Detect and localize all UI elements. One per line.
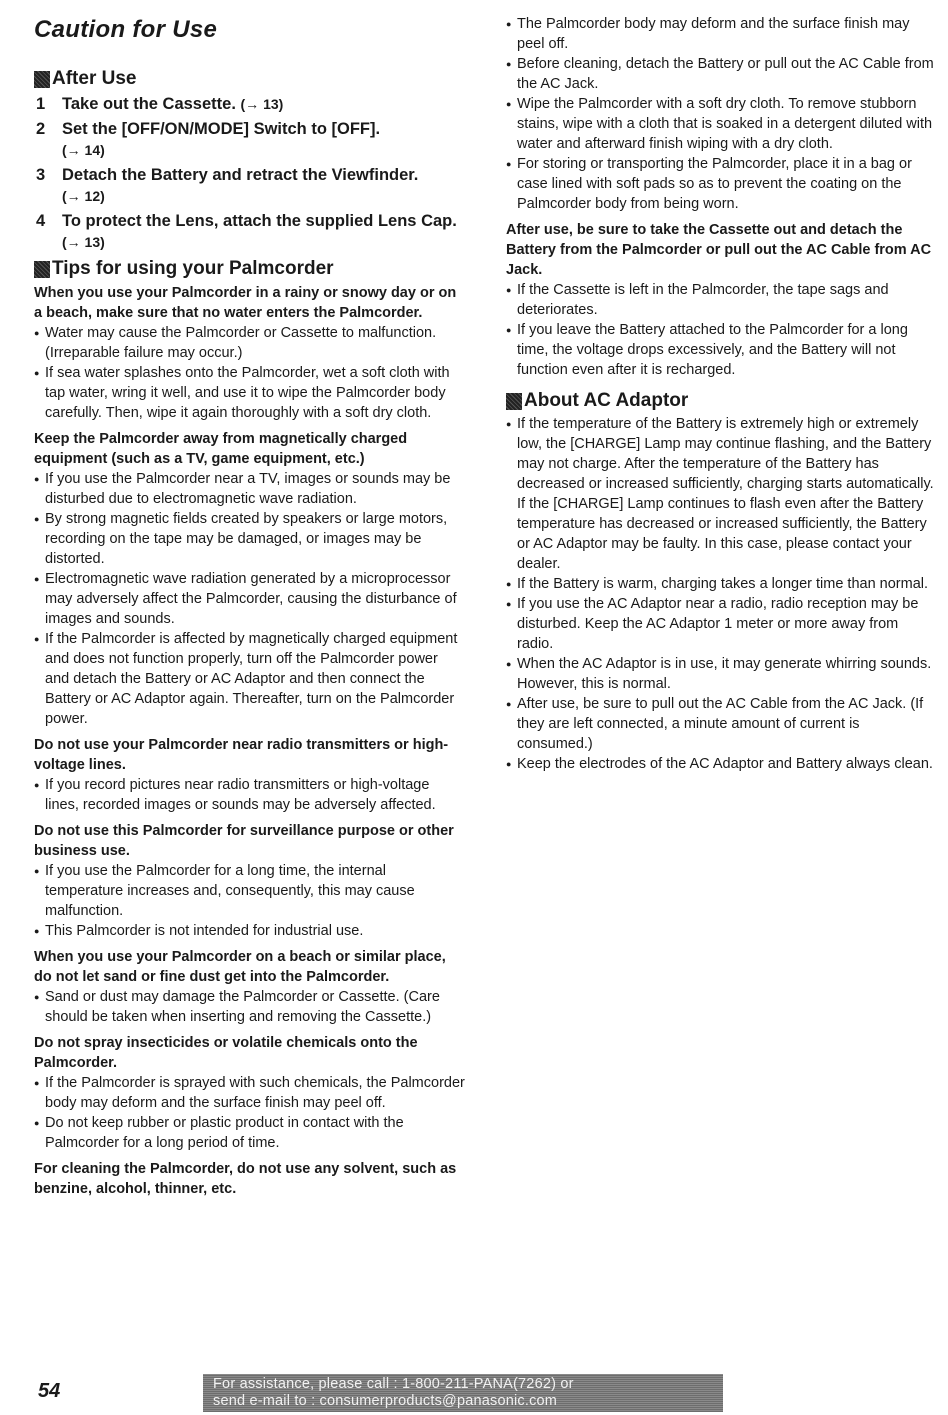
bullet-icon: ● [34,992,40,1002]
bullet-icon: ● [506,325,512,335]
tip-title: When you use your Palmcorder on a beach or similar place, do not let sand or fine dust get into the Palmcorder. [34,949,446,985]
tip-title: Do not use this Palmcorder for surveillance purpose or other business use. [34,823,454,859]
bullet-icon: ● [506,159,512,169]
list-item: ● When the AC Adaptor is in use, it may generate whirring sounds. However, this is normal. [506,656,932,692]
page-number: 54 [38,1380,61,1402]
list-item: ● If you use the Palmcorder near a TV, images or sounds may be disturbed due to electromagnetic wave radiation. [34,471,451,507]
list-item: ● If the Cassette is left in the Palmcorder, the tape sags and deteriorates. [506,282,889,318]
list-item: ● Do not keep rubber or plastic product in contact with the Palmcorder for a long period of time. [34,1115,404,1151]
list-item: ● Water may cause the Palmcorder or Cassette to malfunction. (Irreparable failure may occur.) [34,325,437,361]
assist-line-2: send e-mail to : consumerproducts@panasonic.com [213,1393,558,1409]
list-item: ● If the Palmcorder is sprayed with such chemicals, the Palmcorder body may deform and the surface finish may peel off. [34,1075,465,1111]
bullet-icon: ● [506,759,512,769]
list-item: ● By strong magnetic fields created by speakers or large motors, recording on the tape may be damaged, or images may be distorted. [34,511,448,567]
bullet-icon: ● [34,780,40,790]
list-item: ● If sea water splashes onto the Palmcorder, wet a soft cloth with tap water, wring it well, and use it to wipe the Palmcorder body carefully. Then, wipe it again thoroughly with a soft dry cloth. [34,365,450,421]
bullet-icon: ● [34,574,40,584]
tip-title: When you use your Palmcorder in a rainy or snowy day or on a beach, make sure that no water enters the Palmcorder. [34,285,457,321]
list-item: ● If the temperature of the Battery is extremely high or extremely low, the [CHARGE] Lamp may continue flashing, and the Battery may not charge. After the temperature of the Battery has decreased or increased sufficiently, charging starts automatically. If the [CHARGE] Lamp continues to flash even after the Battery temperature has decreased or increased sufficiently, the Battery or AC Adaptor may be faulty. In this case, please contact your dealer. [506,416,934,572]
list-item: ● If the Battery is warm, charging takes a longer time than normal. [506,576,929,592]
after-use-section [34,68,466,253]
list-item: ● If you use the AC Adaptor near a radio, radio reception may be disturbed. Keep the AC Adaptor 1 meter or more away from radio. [506,596,919,652]
list-item: ● Keep the electrodes of the AC Adaptor and Battery always clean. [506,756,933,772]
ac-adaptor-heading: About AC Adaptor [506,390,938,412]
bullet-icon: ● [506,19,512,29]
bullet-icon: ● [506,699,512,709]
bullet-icon: ● [34,1078,40,1088]
bullet-icon: ● [34,634,40,644]
bullet-icon: ● [34,866,40,876]
tip-title: Keep the Palmcorder away from magnetically charged equipment (such as a TV, game equipment, etc.) [34,431,408,467]
list-item: ● If you use the Palmcorder for a long time, the internal temperature increases and, consequently, this may cause malfunction. [34,863,415,919]
after-use-note-title: After use, be sure to take the Cassette out and detach the Battery from the Palmcorder or pull out the AC Cable from AC Jack. [506,222,932,278]
tip-title: For cleaning the Palmcorder, do not use any solvent, such as benzine, alcohol, thinner, etc. [34,1161,457,1197]
bullet-icon: ● [34,474,40,484]
list-item: ● If you leave the Battery attached to the Palmcorder for a long time, the voltage drops excessively, and the Battery will not function even after it is recharged. [506,322,908,378]
bullet-icon: ● [34,514,40,524]
assistance-banner [203,1374,723,1412]
bullet-icon: ● [506,285,512,295]
list-item: ● The Palmcorder body may deform and the surface finish may peel off. [506,16,910,52]
tip-title: Do not spray insecticides or volatile chemicals onto the Palmcorder. [34,1035,418,1071]
step-2: 2 Set the [OFF/ON/MODE] Switch to [OFF]. (→ 14) [36,120,381,158]
list-item: ● Sand or dust may damage the Palmcorder or Cassette. (Care should be taken when inserting and removing the Cassette.) [34,989,440,1025]
bullet-icon: ● [34,1118,40,1128]
list-item: ● This Palmcorder is not intended for industrial use. [34,923,364,939]
step-3: 3 Detach the Battery and retract the Viewfinder. (→ 12) [36,166,419,204]
bullet-icon: ● [506,599,512,609]
list-item: ● Wipe the Palmcorder with a soft dry cloth. To remove stubborn stains, wipe with a cloth that is soaked in a detergent diluted with water and afterward finish wiping with a dry cloth. [506,96,933,152]
after-use-heading: After Use [34,68,466,90]
step-1: 1 Take out the Cassette. (→ 13) [36,95,284,113]
bullet-icon: ● [506,659,512,669]
tip-title: Do not use your Palmcorder near radio transmitters or high-voltage lines. [34,737,449,773]
list-item: ● After use, be sure to pull out the AC Cable from the AC Jack. (If they are left connected, a minute amount of current is consumed.) [506,696,924,752]
list-item: ● For storing or transporting the Palmcorder, place it in a bag or case lined with soft pads so as to prevent the coating on the Palmcorder body from being worn. [506,156,912,212]
bullet-icon: ● [506,419,512,429]
tips-heading: Tips for using your Palmcorder [34,258,466,280]
bullet-icon: ● [506,99,512,109]
section-square-icon [34,71,50,88]
section-square-icon [34,261,50,278]
bullet-icon: ● [34,926,40,936]
list-item: ● Before cleaning, detach the Battery or pull out the AC Cable from the AC Jack. [506,56,934,92]
tips-section [34,258,466,1199]
list-item: ● Electromagnetic wave radiation generated by a microprocessor may adversely affect the Palmcorder, causing the disturbance of images and sounds. [34,571,457,627]
step-4: 4 To protect the Lens, attach the supplied Lens Cap. (→ 13) [36,212,457,250]
bullet-icon: ● [34,328,40,338]
page-title: Caution for Use [34,16,218,43]
assist-line-1: For assistance, please call : 1-800-211-PANA(7262) or [213,1376,574,1392]
cleaning-section [506,14,938,774]
list-item: ● If you record pictures near radio transmitters or high-voltage lines, recorded images or sounds may be adversely affected. [34,777,436,813]
list-item: ● If the Palmcorder is affected by magnetically charged equipment and does not function properly, turn off the Palmcorder power and detach the Battery or AC Adaptor and then connect the Battery or AC Adaptor again. Thereafter, turn on the Palmcorder power. [34,631,458,727]
bullet-icon: ● [506,59,512,69]
bullet-icon: ● [506,579,512,589]
bullet-icon: ● [34,368,40,378]
section-square-icon [506,393,522,410]
